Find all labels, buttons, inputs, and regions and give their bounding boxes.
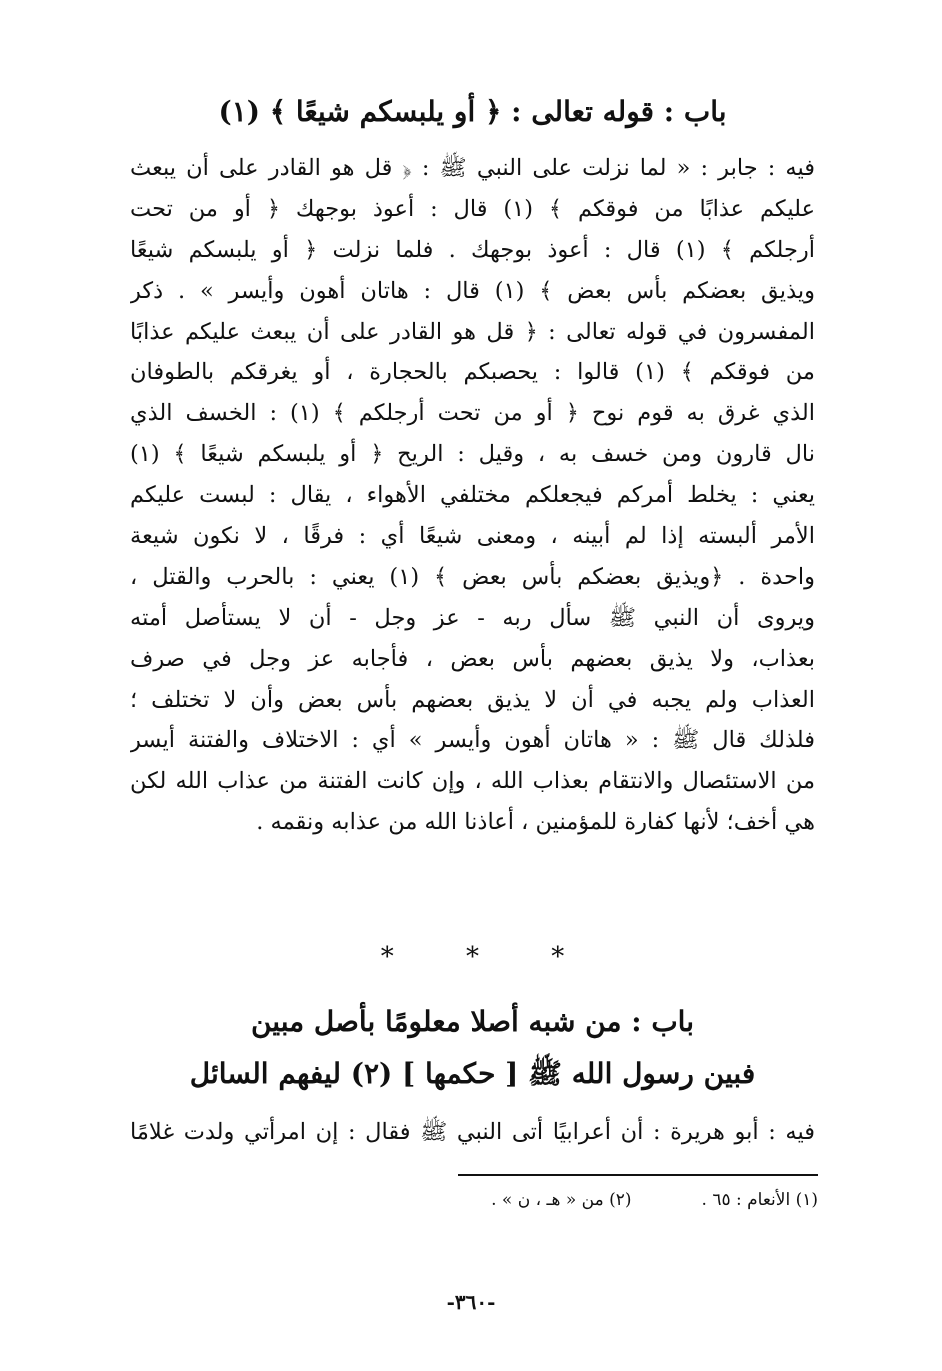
body-line: ويذيق بعضكم بأس بعض ﴾ (١) قال : هاتان أهون وأيسر » . ذكر xyxy=(130,277,815,304)
body-text xyxy=(130,148,815,843)
body-line: المفسرون في قوله تعالى : ﴿ قل هو القادر على أن يبعث عليكم عذابًا xyxy=(130,318,815,345)
footnotes xyxy=(421,1190,818,1210)
body-line: العذاب ولم يجبه في أن لا يذيق بعضهم بأس بعض وأن لا تختلف ؛ xyxy=(130,686,815,713)
asterisk: * xyxy=(551,942,565,972)
asterisk: * xyxy=(466,942,479,972)
chapter-heading-line2: فبين رسول الله ﷺ [ حكمها ] (٢) ليفهم السائل xyxy=(189,1057,756,1090)
body-line: الذي غرق به قوم نوح ﴿ أو من تحت أرجلكم ﴾ (١) : الخسف الذي xyxy=(130,400,815,427)
body-line: عليكم عذابًا من فوقكم ﴾ (١) قال : أعوذ بوجهك ﴿ أو من تحت xyxy=(130,195,815,222)
chapter-heading: باب : قوله تعالى : ﴿ أو يلبسكم شيعًا ﴾ (١) xyxy=(218,95,727,128)
body-line: من الاستئصال والانتقام بعذاب الله ، وإن كانت الفتنة من عذاب الله لكن xyxy=(130,768,815,795)
body-line: الأمر ألبسته إذا لم أبينه ، ومعنى شيعًا أي : فرقًا ، لا نكون شيعة xyxy=(130,523,815,550)
section-divider xyxy=(130,942,815,972)
body-line: فيه : أبو هريرة : أن أعرابيًا أتى النبي ﷺ فقال : إن امرأتي ولدت غلامًا xyxy=(130,1119,815,1145)
footnote: (١) الأنعام : ٦٥ . xyxy=(701,1190,818,1210)
body-line: من فوقكم ﴾ (١) قالوا : يحصبكم بالحجارة ، أو يغرقكم بالطوفان xyxy=(130,359,815,386)
footnote-rule xyxy=(458,1174,818,1176)
asterisk: * xyxy=(380,942,394,972)
body-line: يعني : يخلط أمركم فيجعلكم مختلفي الأهواء ، يقال : لبست عليكم xyxy=(130,482,815,509)
body-line: فيه : جابر : « لما نزلت على النبي ﷺ : ﴿ قل هو القادر على أن يبعث xyxy=(130,155,815,181)
body-line: نال قارون ومن خسف به ، وقيل : الريح ﴿ أو يلبسكم شيعًا ﴾ (١) xyxy=(130,441,815,468)
chapter-heading-line1: باب : من شبه أصلا معلومًا بأصل مبين xyxy=(250,1005,695,1038)
footnote: (٢) من « هـ ، ن » . xyxy=(491,1190,632,1210)
body-line: واحدة . ﴿ويذيق بعضكم بأس بعض ﴾ (١) يعني : بالحرب والقتل ، xyxy=(130,563,815,590)
body-line: بعذاب، ولا يذيق بعضهم بأس بعض ، فأجابه عز وجل في صرف xyxy=(130,645,815,672)
body-line: فلذلك قال ﷺ : « هاتان أهون وأيسر » أي : الاختلاف والفتنة أيسر xyxy=(130,727,815,754)
body-line: ويروى أن النبي ﷺ سأل ربه - عز وجل - أن لا يستأصل أمته xyxy=(130,604,815,631)
body-line: هي أخف؛ لأنها كفارة للمؤمنين ، أعاذنا الله من عذابه ونقمه . xyxy=(256,809,815,836)
page-number: -٣٦٠- xyxy=(446,1290,496,1314)
body-line: أرجلكم ﴾ (١) قال : أعوذ بوجهك . فلما نزلت ﴿ أو يلبسكم شيعًا xyxy=(130,236,815,263)
